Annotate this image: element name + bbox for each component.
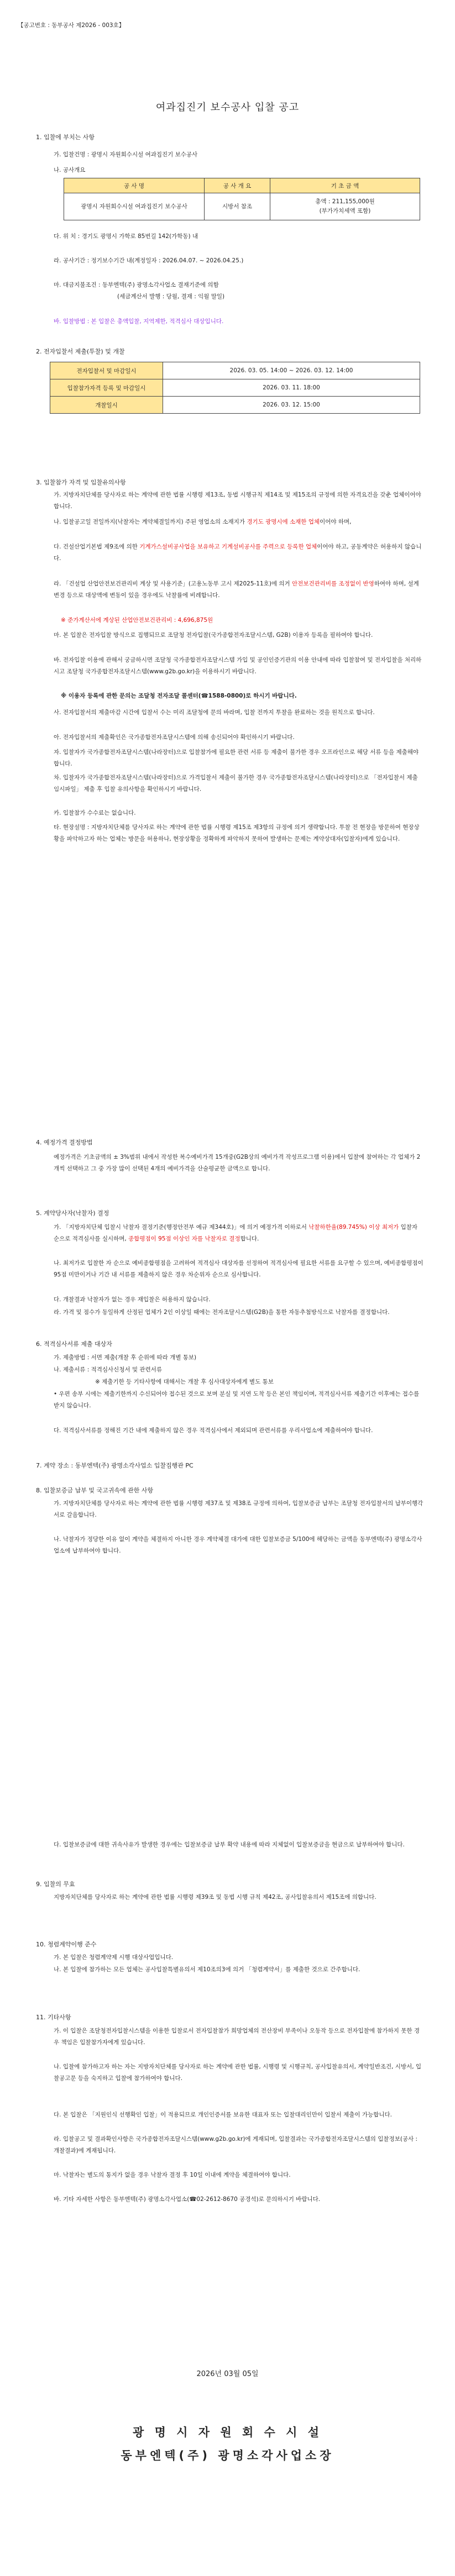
s1-item-ba	[54, 316, 424, 328]
safety-cost-note: ※ 준가계산서에 계상된 산업안전보건관리비 : 4,696,875원	[61, 617, 213, 624]
amount-total: 총액 : 211,155,000원	[315, 198, 375, 205]
table-header: 기 초 금 액	[270, 178, 420, 193]
s3-da-highlight: 기계가스설비공사업을 보유하고 기계설비공사를 주력으로 등록한 업체	[139, 543, 317, 550]
s3-da-text-end: 이어야 하고, 공동계약은 허용하지 않습니다.	[54, 543, 422, 562]
table-header: 공 사 개 요	[205, 178, 270, 193]
section-4-heading: 4. 예정가격 결정방법	[36, 1139, 93, 1146]
amount-vat-note: (부가가치세액 포함)	[319, 208, 371, 214]
s3-ra-text: 라. 「건설업 산업안전보건관리비 계상 및 사용기준」(고용노동부 고시 제2025-11호)에 의거	[54, 580, 290, 587]
s3-na-highlight: 경기도 광명시에 소재한 업체	[247, 519, 320, 525]
s1-item-da: 다. 위 치 : 경기도 광명시 가학로 85번길 142(가학동) 내	[54, 233, 198, 240]
s3-item-a: 아. 전자입찰서의 제출확인은 국가종합전자조달시스템에 의해 송신되어야 확인하시기 바랍니다.	[54, 734, 295, 741]
s10-item-ga: 가. 본 입찰은 청렴계약제 시행 대상사업입니다.	[54, 1954, 174, 1961]
s6-item-na: 나. 제출서류 : 적격심사신청서 및 관련서류	[54, 1366, 162, 1373]
bid-method-label: 바. 입찰방법 :	[54, 318, 91, 325]
s4-body: 예정가격은 기초금액의 ± 3%범위 내에서 작성한 복수예비가격 15개중(G2B상의 예비가격 작성프로그램 이용)에서 입찰에 참여하는 각 업체가 2개씩 선택하고 그 중 가장 많이 선택된 4개의 예비가격을 산술평균한 금액으로 합니다.	[54, 1154, 421, 1172]
s3-item-ma: 마. 본 입찰은 전자입찰 방식으로 집행되므로 조달청 전자입찰(국가종합전자조달시스템, G2B) 이용자 등록을 필하여야 합니다.	[54, 632, 373, 638]
schedule-label: 전자입찰서 및 마감일시	[50, 362, 163, 379]
s11-item-ga: 가. 이 입찰은 조달청전자입찰시스템을 이용한 입찰로서 전자입찰참가 희망업체의 전산장비 부족이나 오동작 등으로 전자입찰에 참가하지 못한 경우 책임은 입찰참가자에게 있습니다.	[54, 2028, 420, 2046]
issuer-name: 광 명 시 자 원 회 수 시 설	[132, 2426, 323, 2439]
section-7-heading: 7. 계약 장소 : 동부엔텍(주) 광명소각사업소 입찰집행관 PC	[36, 1462, 193, 1469]
s8-item-na: 나. 낙찰자가 정당한 이유 없이 계약을 체결하지 아니한 경우 계약체결 대가에 대한 입찰보증금 5/100에 해당하는 금액을 동부엔텍(주) 광명소각사업소에 납부하여야 합니다.	[54, 1536, 422, 1554]
s3-da-text: 다. 건설산업기본법 제9조에 의한	[54, 543, 138, 550]
s6-item-da: 다. 적격심사서류를 정해진 기간 내에 제출하지 않은 경우 적격심사에서 제외되며 관련서류를 우리사업소에 제출하여야 합니다.	[54, 1427, 373, 1434]
section-1-heading: 1. 입찰에 부치는 사항	[36, 134, 95, 141]
s3-callcenter-note: ※ 이용자 등록에 관한 문의는 조달청 전자조달 콜센터(☎1588-0800)로 하시기 바랍니다.	[61, 693, 297, 699]
s3-item-da	[54, 541, 424, 564]
s8-item-da: 다. 입찰보증금에 대한 귀속사유가 발생한 경우에는 입찰보증금 납부 확약 내용에 따라 지체없이 입찰보증금을 현금으로 납부하여야 합니다.	[54, 1841, 405, 1848]
section-2-heading: 2. 전자입찰서 제출(투찰) 및 개찰	[36, 348, 125, 355]
issuer-title: 동부엔텍(주) 광명소각사업소장	[121, 2449, 334, 2462]
s3-item-ga: 가. 지방자치단체를 당사자로 하는 계약에 관한 법률 시행령 제13조, 동법 시행규칙 제14조 및 제15조의 규정에 의한 자격요건을 갖춘 업체이어야 합니다.	[54, 492, 421, 510]
s5-ga-highlight-2: 종합평점이 95점 이상인 자를 낙찰자로 결정	[128, 1236, 240, 1242]
s3-ra-text-end: 하여야 하며, 설계변경 등으로 대상액에 변동이 있을 경우에도 낙찰률에 비례합니다.	[54, 580, 419, 599]
schedule-value: 2026. 03. 12. 15:00	[163, 397, 420, 414]
page-title: 여과집진기 보수공사 입찰 공고	[155, 102, 300, 113]
s3-na-text-end: 이어야 하며,	[320, 519, 352, 525]
s6-note: ※ 제출기한 등 기타사항에 대해서는 개찰 후 심사대상자에게 별도 통보	[95, 1379, 274, 1385]
section-11-heading: 11. 기타사항	[36, 2014, 71, 2021]
section-3-heading: 3. 입찰참가 자격 및 입찰유의사항	[36, 479, 126, 486]
project-overview-table	[64, 178, 420, 220]
schedule-label: 개찰일시	[50, 397, 163, 414]
s5-item-na: 나. 최저가로 입찰한 자 순으로 예비종합평점을 고려하여 적격심사 대상자를 선정하여 적격심사에 필요한 서류를 요구할 수 있으며, 예비종합평점이 95점 미만이거나 기간 내 서류를 제출하지 않은 경우 차순위자 순으로 심사합니다.	[54, 1260, 423, 1278]
s5-ga-text-end: 합니다.	[240, 1236, 259, 1242]
s11-item-na: 나. 입찰에 참가하고자 하는 자는 지방자치단체를 당사자로 하는 계약에 관한 법률, 시행령 및 시행규칙, 공사입찰유의서, 계약일반조건, 시방서, 입찰공고문 등을 숙지하고 입찰에 참가하여야 합니다.	[54, 2063, 422, 2082]
s6-bullet: • 우편 송부 시에는 제출기한까지 수신되어야 접수된 것으로 보며 분실 및 지연 도착 등은 본인 책임이며, 적격심사서류 제출기간 이후에는 접수를 받지 않습니다.	[54, 1391, 420, 1409]
s11-item-da: 다. 본 입찰은 「지원인식 선행확인 입찰」이 적용되므로 개인인증서를 보유한 대표자 또는 입찰대리인만이 입찰서 제출이 가능합니다.	[54, 2112, 392, 2118]
table-cell-overview: 시방서 참조	[205, 193, 270, 220]
s9-body: 지방자치단체를 당사자로 하는 계약에 관한 법률 시행령 제39조 및 동법 시행 규칙 제42조, 공사입찰유의서 제15조에 의합니다.	[54, 1894, 376, 1901]
s11-item-ra: 라. 입찰공고 및 결과확인사항은 국가종합전자조달시스템(www.g2b.go.kr)에 게재되며, 입찰결과는 국가종합전자조달시스템의 입찰정보(공사 : 개찰결과)에 게재됩니다.	[54, 2136, 418, 2154]
s1-item-ra: 라. 공사기간 : 정기보수기간 내(계정일자 : 2026.04.07. ~ 2026.04.25.)	[54, 257, 244, 264]
s3-item-ta: 타. 현장설명 : 지방자치단체를 당사자로 하는 계약에 관한 법률 시행령 제15조 제3항의 규정에 의거 생략합니다. 투찰 전 현장을 방문하여 현장상황을 파악하고자 하는 업체는 방문을 허용하나, 현장상황을 정확하게 파악하지 못하여 발생하는 문제는 계약상대자(입찰자)에게 있습니다.	[54, 824, 420, 842]
s10-item-na: 나. 본 입찰에 참가하는 모든 업체는 공사입찰특별유의서 제10조의3에 의거 「청렴계약서」를 제출한 것으로 간주합니다.	[54, 1966, 360, 1973]
s3-item-ra	[54, 578, 424, 601]
s5-ga-text-2: 입찰자 순으로 적격심사를 실시하며,	[54, 1224, 418, 1242]
s5-item-ra: 라. 가격 및 점수가 동일하게 산정된 업체가 2인 이상일 때에는 전자조달시스템(G2B)을 통한 자동추첨방식으로 낙찰자를 결정합니다.	[54, 1309, 390, 1316]
s3-ra-highlight: 안전보건관리비를 조정없이 반영	[292, 580, 374, 587]
notice-number: 【공고번호 : 동부공사 제2026 - 003호】	[18, 22, 125, 29]
s8-item-ga: 가. 지방자치단체를 당사자로 하는 계약에 관한 법률 시행령 제37조 및 제38조 규정에 의하여, 입찰보증금 납부는 조달청 전자입찰서의 납부이행각서로 갈음합니다.	[54, 1500, 423, 1518]
section-6-heading: 6. 적격심사서류 제출 대상자	[36, 1340, 112, 1348]
s1-item-ma-2: (세금계산서 발행 : 당월, 결재 : 익월 말일)	[117, 293, 225, 300]
s3-ra-note	[61, 615, 424, 626]
schedule-value: 2026. 03. 05. 14:00 ~ 2026. 03. 12. 14:00	[163, 362, 420, 379]
s3-item-sa: 사. 전자입찰서의 제출마감 시간에 입찰서 수는 미리 조달청에 문의 바라며, 입찰 전까지 투찰을 완료하는 것을 원칙으로 합니다.	[54, 709, 375, 716]
s3-item-ja: 자. 입찰자가 국가종합전자조달시스템(나라장터)으로 입찰참가에 필요한 관련 서류 등 제출이 불가한 경우 오프라인으로 해당 서류 등을 제출해야 합니다.	[54, 749, 419, 767]
s11-item-ma: 마. 낙찰자는 별도의 통지가 없을 경우 낙찰자 결정 후 10일 이내에 계약을 체결하여야 합니다.	[54, 2172, 291, 2178]
s5-item-da: 다. 개찰결과 낙찰자가 없는 경우 재입찰은 허용하지 않습니다.	[54, 1296, 211, 1303]
s5-ga-highlight: 낙찰하한율(89.745%) 이상 최저가	[308, 1224, 399, 1231]
s11-item-ba: 바. 기타 자세한 사항은 동부엔텍(주) 광명소각사업소(☎02-2612-8670 공경석)로 문의하시기 바랍니다.	[54, 2196, 321, 2203]
s3-item-ka: 카. 입찰참가 수수료는 없습니다.	[54, 810, 136, 816]
schedule-label: 입찰참가자격 등록 및 마감일시	[50, 379, 163, 397]
table-cell-amount	[270, 193, 420, 220]
s1-item-ga: 가. 입찰건명 : 광명시 자원회수시설 여과집진기 보수공사	[54, 151, 198, 158]
s3-na-text: 나. 입찰공고일 전일까지(낙찰자는 계약체결일까지) 주된 영업소의 소재지가	[54, 519, 245, 525]
section-5-heading: 5. 계약당사자(낙찰자) 결정	[36, 1210, 109, 1217]
section-9-heading: 9. 입찰의 무효	[36, 1881, 75, 1888]
s3-item-ba: 바. 전자입찰 이용에 관해서 궁금하시면 조달청 국가종합전자조달시스템 가입 및 공인인증기관의 이용 안내에 따라 입찰참여 및 전자입찰을 처리하시고 조달청 국가종합전자조달시스템(www.g2b.go.kr)을 이용하시기 바랍니다.	[54, 657, 422, 675]
table-cell-name: 광명시 자원회수시설 여과집진기 보수공사	[64, 193, 205, 220]
schedule-value: 2026. 03. 11. 18:00	[163, 379, 420, 397]
section-10-heading: 10. 청렴계약이행 준수	[36, 1941, 97, 1948]
table-header: 공 사 명	[64, 178, 205, 193]
section-8-heading: 8. 입찰보증금 납부 및 국고귀속에 관한 사항	[36, 1487, 154, 1494]
s3-item-na	[54, 516, 424, 528]
s3-item-cha: 차. 입찰자가 국가종합전자조달시스템(나라장터)으로 가격입찰서 제출이 불가한 경우 국가종합전자조달시스템(나라장터)으로 「전자입찰서 제출 임시파일」 제출 후 입찰 유의사항을 확인하시기 바랍니다.	[54, 774, 418, 793]
s5-item-ga	[54, 1222, 424, 1245]
s5-ga-text: 가. 「지방자치단체 입찰시 낙찰자 결정기준(행정안전부 예규 제344호)」에 의거 예정가격 이하로서	[54, 1224, 307, 1231]
s6-item-ga: 가. 제출방법 : 서면 제출(개찰 후 순위에 따라 개별 통보)	[54, 1354, 197, 1361]
bid-method-body: 본 입찰은 총액입찰, 지역제한, 적격심사 대상입니다.	[91, 318, 224, 325]
bid-schedule-table	[50, 362, 420, 414]
s1-item-na: 나. 공사개요	[54, 167, 86, 173]
notice-date: 2026년 03월 05일	[196, 2370, 259, 2378]
s1-item-ma-1: 마. 대금지불조건 : 동부엔텍(주) 광명소각사업소 결재기준에 의함	[54, 282, 219, 288]
